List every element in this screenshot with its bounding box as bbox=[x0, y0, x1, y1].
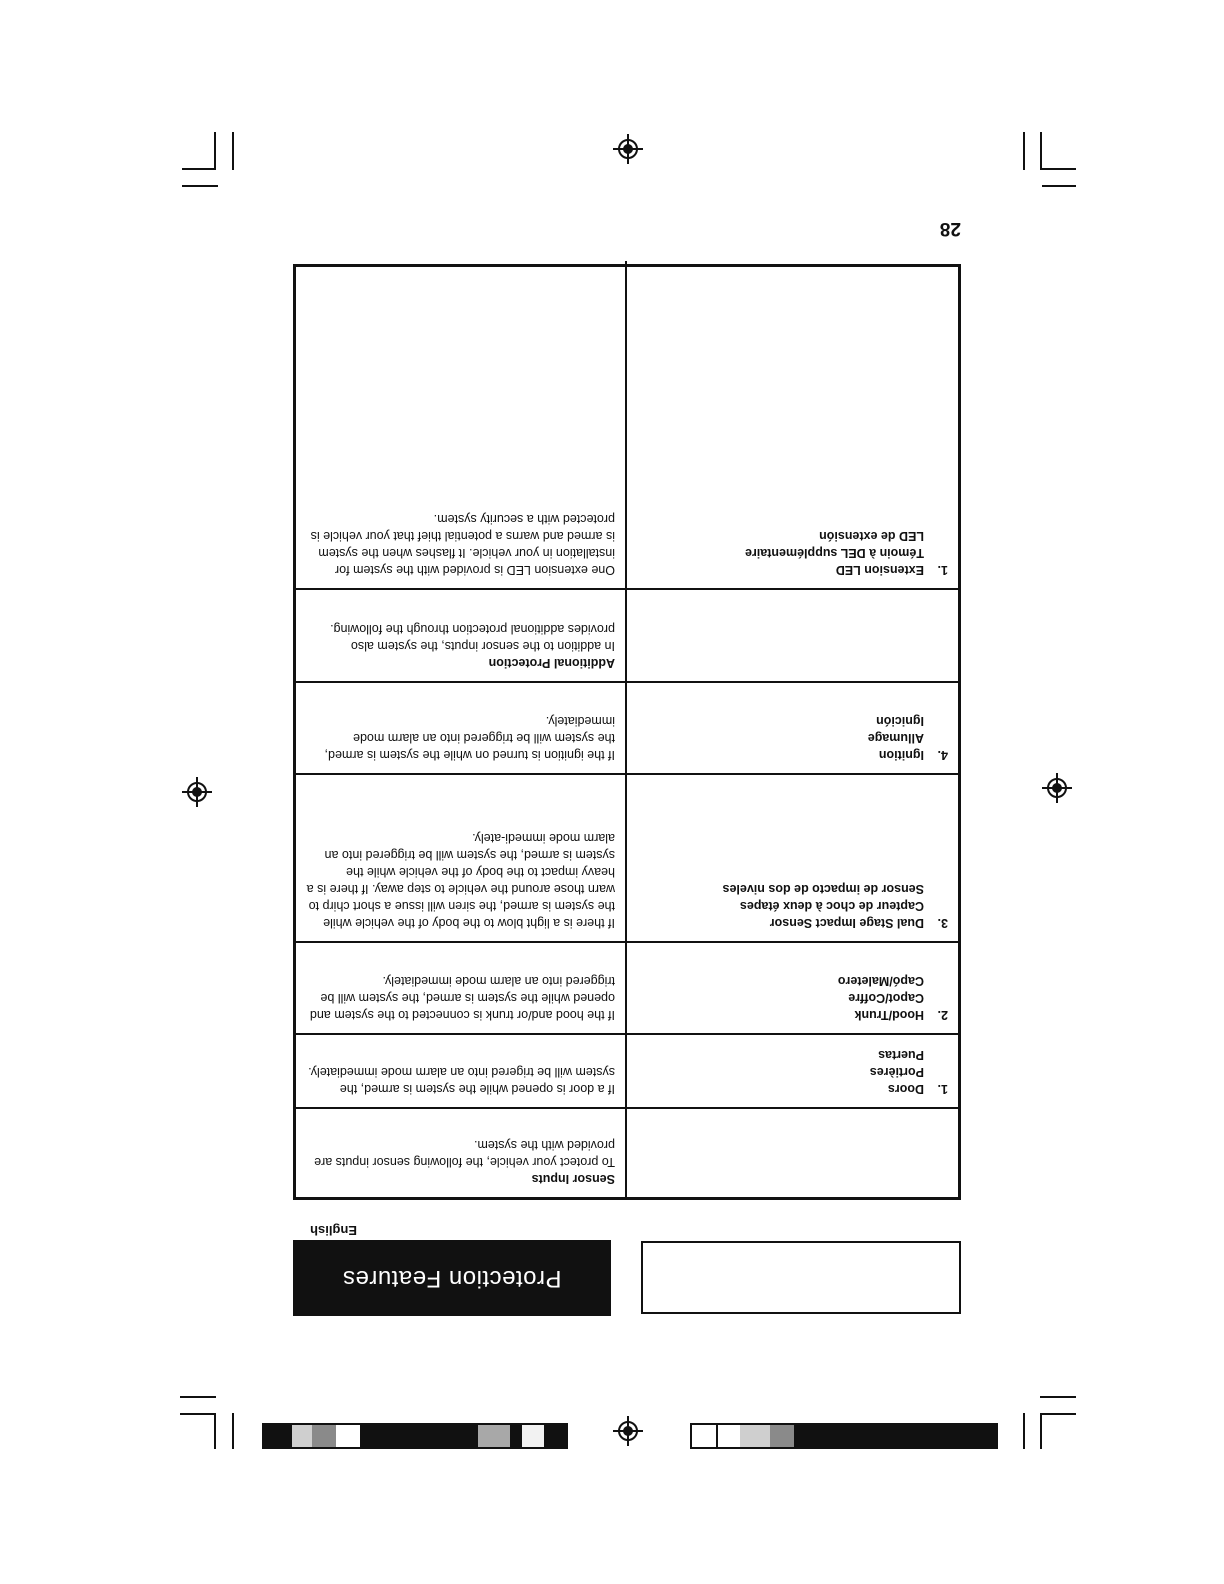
feature-name-en: Extension LED bbox=[835, 563, 924, 577]
description-cell bbox=[296, 261, 625, 588]
feature-cell bbox=[625, 941, 958, 1033]
feature-name-es: Capó/Maletero bbox=[837, 974, 924, 988]
description-cell bbox=[296, 773, 625, 941]
feature-number: 2. bbox=[937, 1008, 948, 1022]
description-text: If a door is opened while the system is armed, the system will be trigered into an alarm mode immediately. bbox=[308, 1065, 615, 1096]
feature-cell bbox=[625, 1033, 958, 1107]
feature-name-es: Sensor de impacto de dos niveles bbox=[722, 882, 924, 896]
feature-number: 1. bbox=[937, 563, 948, 577]
feature-cell bbox=[625, 1107, 958, 1197]
description-text: If the hood and/or trunk is connected to the system and opened while the system is armed, the system will be triggered into an alarm mode immediately. bbox=[309, 974, 615, 1022]
features-table bbox=[293, 264, 961, 1200]
description-text: In addition to the sensor inputs, the system also provides additional protection through the following. bbox=[330, 622, 615, 653]
feature-cell bbox=[625, 261, 958, 588]
blank-box bbox=[641, 1241, 961, 1314]
description-cell bbox=[296, 1107, 625, 1197]
feature-name-en: Hood/Trunk bbox=[854, 1008, 924, 1022]
feature-name-fr: Capteur de choc à deux étapes bbox=[739, 899, 924, 913]
feature-name-fr: Portières bbox=[869, 1065, 924, 1079]
feature-name-en: Ignition bbox=[878, 748, 924, 762]
feature-name-en: Doors bbox=[887, 1082, 924, 1096]
feature-number: 3. bbox=[937, 916, 948, 930]
language-label: English bbox=[310, 1223, 357, 1238]
feature-name-fr: Capot/Coffre bbox=[848, 991, 924, 1005]
page-number: 28 bbox=[939, 218, 961, 239]
description-heading: Sensor Inputs bbox=[531, 1172, 615, 1186]
feature-name-fr: Allumage bbox=[867, 731, 924, 745]
description-cell bbox=[296, 588, 625, 681]
feature-cell bbox=[625, 773, 958, 941]
feature-cell bbox=[625, 588, 958, 681]
feature-cell bbox=[625, 681, 958, 773]
feature-name-es: LED de extensión bbox=[819, 529, 924, 543]
feature-number: 4. bbox=[937, 748, 948, 762]
description-cell bbox=[296, 681, 625, 773]
description-cell bbox=[296, 941, 625, 1033]
description-text: If there is a light blow to the body of the vehicle while the system is armed, the siren will issue a short chirp to warn those around the vehicle to step away. If there is a heavy impact to the body of the vehicle while the system is armed, the system will be triggered into an alarm mode immedi-ately. bbox=[306, 831, 615, 930]
section-title: Protection Features bbox=[293, 1240, 611, 1316]
description-text: One extension LED is provided with the system for installation in your vehicle. It flashes when the system is armed and warns a potential thief that your vehicle is protected with a security system. bbox=[310, 512, 615, 577]
feature-name-fr: Témoin à DEL supplémentaire bbox=[745, 546, 924, 560]
feature-name-es: Ignición bbox=[876, 714, 924, 728]
description-cell bbox=[296, 1033, 625, 1107]
feature-name-es: Puertas bbox=[878, 1048, 924, 1062]
feature-name-en: Dual Stage Impact Sensor bbox=[769, 916, 924, 930]
description-text: If the ignition is turned on while the system is armed, the system will be triggered into an alarm mode immediately. bbox=[324, 714, 615, 762]
feature-number: 1. bbox=[937, 1082, 948, 1096]
description-text: To protect your vehicle, the following sensor inputs are provided with the system. bbox=[314, 1138, 615, 1169]
description-heading: Additional Protection bbox=[488, 656, 615, 670]
